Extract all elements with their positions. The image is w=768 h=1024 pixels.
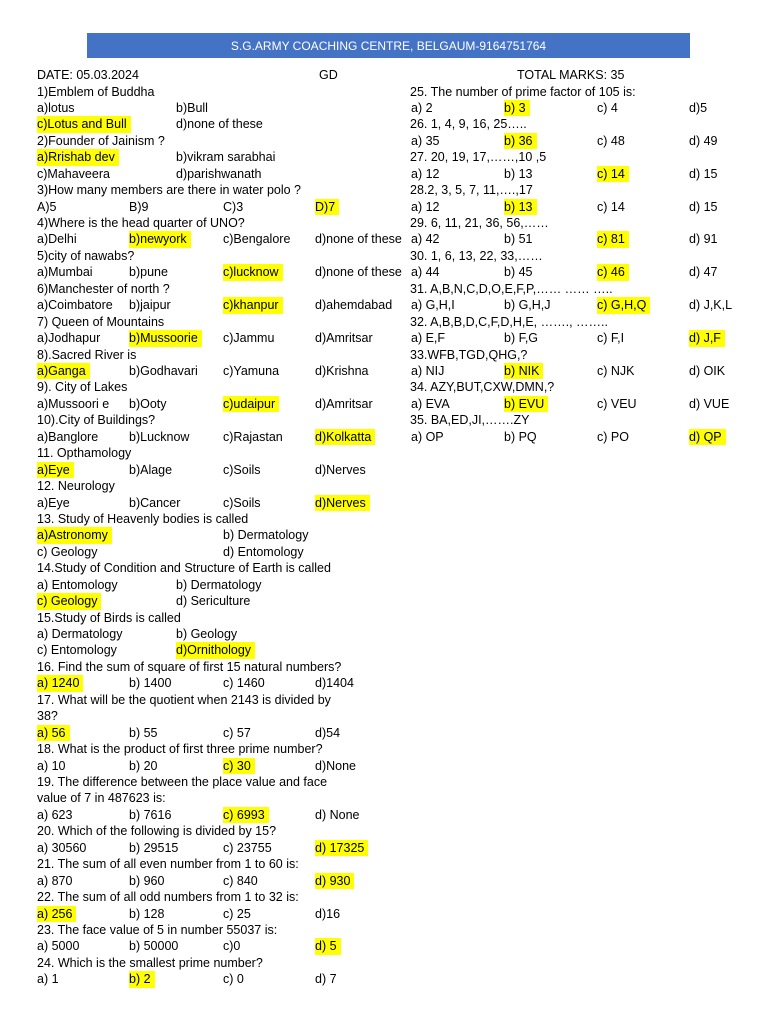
question-text: 25. The number of prime factor of 105 is:: [410, 84, 636, 99]
correct-answer-option: d)Nerves: [315, 495, 370, 511]
question-text: 38?: [37, 709, 58, 724]
options-row: [0, 396, 768, 412]
answer-option: d)Amritsar: [315, 331, 373, 346]
question-line: [0, 379, 768, 395]
options-row: [0, 642, 768, 658]
answer-option: a) Entomology: [37, 577, 118, 592]
question-line: [0, 922, 768, 938]
answer-option: a)Delhi: [37, 232, 77, 247]
options-row: [0, 906, 768, 922]
correct-answer-option: a)Eye: [37, 462, 74, 478]
question-text: 6)Manchester of north ?: [37, 281, 170, 296]
question-line: [0, 659, 768, 675]
answer-option: d)5: [689, 100, 708, 115]
total-marks: TOTAL MARKS: 35: [517, 68, 625, 82]
question-text: 22. The sum of all odd numbers from 1 to 32 is:: [37, 890, 299, 905]
answer-option: b)Bull: [176, 100, 208, 115]
answer-option: d) OIK: [689, 363, 726, 378]
question-line: [0, 478, 768, 494]
correct-answer-option: a)Astronomy: [37, 527, 112, 543]
page-title: S.G.ARMY COACHING CENTRE, BELGAUM-9164751764: [230, 38, 547, 53]
answer-option: d) Entomology: [223, 544, 304, 559]
answer-option: b)Ooty: [129, 396, 167, 411]
question-line: [0, 856, 768, 872]
options-row: [0, 330, 768, 346]
question-text: 20. Which of the following is divided by 15?: [37, 824, 277, 839]
question-text: 28.2, 3, 5, 7, 11,….,17: [410, 183, 533, 198]
answer-option: b)Godhavari: [129, 363, 198, 378]
correct-answer-option: c) 14: [597, 166, 629, 182]
correct-answer-option: d) 17325: [315, 840, 368, 856]
question-line: [0, 560, 768, 576]
answer-option: a)Jodhapur: [37, 331, 101, 346]
options-row: [0, 264, 768, 280]
answer-option: a) 42: [411, 232, 440, 247]
correct-answer-option: a)Ganga: [37, 363, 90, 379]
correct-answer-option: a) 56: [37, 725, 70, 741]
answer-option: d)none of these: [315, 265, 402, 280]
answer-option: c) 57: [223, 725, 251, 740]
question-line: [0, 708, 768, 724]
correct-answer-option: d)Ornithology: [176, 642, 255, 658]
correct-answer-option: a) 1240: [37, 675, 83, 691]
correct-answer-option: b) EVU: [504, 396, 548, 412]
correct-answer-option: b) 36: [504, 133, 537, 149]
answer-option: a) 35: [411, 133, 440, 148]
correct-answer-option: c) 46: [597, 264, 629, 280]
question-text: 32. A,B,B,D,C,F,D,H,E, ……., ……..: [410, 314, 608, 329]
question-text: 1)Emblem of Buddha: [37, 84, 155, 99]
options-row: [0, 462, 768, 478]
options-row: [0, 429, 768, 445]
answer-option: c)0: [223, 939, 241, 954]
options-row: [0, 527, 768, 543]
options-row: [0, 840, 768, 856]
answer-option: a)lotus: [37, 100, 75, 115]
answer-option: c) Geology: [37, 544, 98, 559]
question-line: [0, 692, 768, 708]
answer-option: d) 15: [689, 199, 718, 214]
question-text: 18. What is the product of first three prime number?: [37, 742, 323, 757]
options-row: [0, 577, 768, 593]
exam-subject: GD: [319, 68, 338, 82]
options-row: [0, 626, 768, 642]
answer-option: b) 29515: [129, 840, 179, 855]
answer-option: a) NIJ: [411, 363, 445, 378]
answer-option: d)Amritsar: [315, 396, 373, 411]
answer-option: a) E,F: [411, 331, 446, 346]
correct-answer-option: c)lucknow: [223, 264, 283, 280]
answer-option: a) 2: [411, 100, 433, 115]
answer-option: b) F,G: [504, 331, 539, 346]
answer-option: a)Eye: [37, 495, 70, 510]
answer-option: c)Rajastan: [223, 429, 283, 444]
question-text: 21. The sum of all even number from 1 to 60 is:: [37, 857, 299, 872]
answer-option: d)1404: [315, 676, 354, 691]
answer-option: b)Cancer: [129, 495, 181, 510]
answer-option: c) 840: [223, 873, 258, 888]
correct-answer-option: c)Lotus and Bull: [37, 116, 131, 132]
options-row: [0, 725, 768, 741]
question-line: [0, 182, 768, 198]
options-row: [0, 231, 768, 247]
answer-option: d)16: [315, 906, 341, 921]
answer-option: a) 870: [37, 873, 73, 888]
answer-option: d)None: [315, 758, 356, 773]
correct-answer-option: c) 6993: [223, 807, 269, 823]
answer-option: c) F,I: [597, 331, 625, 346]
correct-answer-option: b) NIK: [504, 363, 543, 379]
answer-option: b) PQ: [504, 429, 537, 444]
options-row: [0, 297, 768, 313]
question-line: [0, 281, 768, 297]
question-line: [0, 445, 768, 461]
question-text: 27. 20, 19, 17,……,10 ,5: [410, 150, 547, 165]
question-text: 26. 1, 4, 9, 16, 25…..: [410, 117, 527, 132]
options-row: [0, 593, 768, 609]
answer-option: B)9: [129, 199, 149, 214]
correct-answer-option: a) 256: [37, 906, 76, 922]
correct-answer-option: a)Rrishab dev: [37, 149, 119, 165]
answer-option: a)Mussoori e: [37, 396, 110, 411]
answer-option: b)jaipur: [129, 298, 171, 313]
correct-answer-option: b) 13: [504, 199, 537, 215]
question-text: 13. Study of Heavenly bodies is called: [37, 511, 249, 526]
answer-option: b) Dermatology: [176, 577, 262, 592]
answer-option: c) 25: [223, 906, 251, 921]
options-row: [0, 873, 768, 889]
answer-option: b) Geology: [176, 627, 238, 642]
question-text: 14.Study of Condition and Structure of Earth is called: [37, 561, 331, 576]
correct-answer-option: b)newyork: [129, 231, 191, 247]
question-line: [0, 774, 768, 790]
answer-option: d) None: [315, 807, 360, 822]
question-text: 11. Opthamology: [37, 446, 132, 461]
question-line: [0, 610, 768, 626]
question-line: [0, 347, 768, 363]
answer-option: c) 4: [597, 100, 618, 115]
correct-answer-option: c)khanpur: [223, 297, 283, 313]
answer-option: a) 44: [411, 265, 440, 280]
question-text: 24. Which is the smallest prime number?: [37, 955, 263, 970]
answer-option: c)Jammu: [223, 331, 275, 346]
answer-option: a) 1: [37, 972, 59, 987]
answer-option: c)Soils: [223, 462, 261, 477]
question-text: 9). City of Lakes: [37, 380, 128, 395]
question-text: 10).City of Buildings?: [37, 413, 156, 428]
question-line: [0, 149, 768, 165]
question-line: [0, 84, 768, 100]
options-row: [0, 199, 768, 215]
answer-option: c) 1460: [223, 676, 265, 691]
answer-option: b) 55: [129, 725, 158, 740]
answer-option: c)Yamuna: [223, 363, 280, 378]
correct-answer-option: c) Geology: [37, 593, 101, 609]
correct-answer-option: d) J,F: [689, 330, 725, 346]
answer-option: d)Nerves: [315, 462, 366, 477]
answer-option: a) OP: [411, 429, 444, 444]
question-text: 31. A,B,N,C,D,O,E,F,P,…… …… …..: [410, 281, 613, 296]
options-row: [0, 675, 768, 691]
question-line: [0, 314, 768, 330]
answer-option: d) VUE: [689, 396, 730, 411]
answer-option: b) 20: [129, 758, 158, 773]
correct-answer-option: b) 2: [129, 971, 155, 987]
answer-option: b) 51: [504, 232, 533, 247]
answer-option: c)Soils: [223, 495, 261, 510]
question-line: [0, 412, 768, 428]
answer-option: b)pune: [129, 265, 168, 280]
options-row: [0, 758, 768, 774]
answer-option: a) Dermatology: [37, 627, 123, 642]
header-row: [0, 67, 768, 83]
question-text: 19. The difference between the place value and face: [37, 774, 328, 789]
answer-option: a) G,H,I: [411, 298, 455, 313]
answer-option: c) VEU: [597, 396, 637, 411]
question-line: [0, 741, 768, 757]
correct-answer-option: d) 930: [315, 873, 354, 889]
options-row: [0, 495, 768, 511]
question-line: [0, 823, 768, 839]
answer-option: c) PO: [597, 429, 629, 444]
correct-answer-option: c) 81: [597, 231, 629, 247]
correct-answer-option: d) QP: [689, 429, 726, 445]
title-banner: [87, 33, 690, 58]
question-text: 17. What will be the quotient when 2143 is divided by: [37, 692, 331, 707]
answer-option: b) G,H,J: [504, 298, 551, 313]
answer-option: d) 49: [689, 133, 718, 148]
answer-option: a) 5000: [37, 939, 80, 954]
answer-option: b) 50000: [129, 939, 179, 954]
exam-date: DATE: 05.03.2024: [37, 68, 139, 82]
question-text: 8).Sacred River is: [37, 347, 137, 362]
question-text: value of 7 in 487623 is:: [37, 791, 166, 806]
question-line: [0, 790, 768, 806]
correct-answer-option: c)udaipur: [223, 396, 279, 412]
answer-option: c) 23755: [223, 840, 272, 855]
question-text: 4)Where is the head quarter of UNO?: [37, 216, 245, 231]
question-text: 23. The face value of 5 in number 55037 is:: [37, 922, 278, 937]
options-row: [0, 938, 768, 954]
question-text: 34. AZY,BUT,CXW,DMN,?: [410, 380, 555, 395]
question-line: [0, 215, 768, 231]
answer-option: b)Alage: [129, 462, 173, 477]
answer-option: c) 0: [223, 972, 244, 987]
answer-option: d)parishwanath: [176, 166, 262, 181]
answer-option: d)Krishna: [315, 363, 369, 378]
correct-answer-option: d)Kolkatta: [315, 429, 375, 445]
answer-option: c) 14: [597, 199, 625, 214]
options-row: [0, 133, 768, 149]
answer-option: d) 47: [689, 265, 718, 280]
answer-option: a)Coimbatore: [37, 298, 113, 313]
answer-option: a) 10: [37, 758, 66, 773]
answer-option: d)none of these: [176, 117, 263, 132]
answer-option: a)Banglore: [37, 429, 99, 444]
answer-option: b)Lucknow: [129, 429, 190, 444]
question-line: [0, 116, 768, 132]
options-row: [0, 100, 768, 116]
question-text: 33.WFB,TGD,QHG,?: [410, 347, 528, 362]
question-text: 15.Study of Birds is called: [37, 610, 181, 625]
answer-option: a) 30560: [37, 840, 87, 855]
question-text: 7) Queen of Mountains: [37, 314, 165, 329]
question-line: [0, 889, 768, 905]
question-text: 5)city of nawabs?: [37, 248, 135, 263]
question-text: 29. 6, 11, 21, 36, 56,……: [410, 216, 549, 231]
answer-option: c)Mahaveera: [37, 166, 110, 181]
question-text: 30. 1, 6, 13, 22, 33,……: [410, 248, 543, 263]
answer-option: b) Dermatology: [223, 528, 309, 543]
answer-option: d)ahemdabad: [315, 298, 393, 313]
answer-option: a)Mumbai: [37, 265, 93, 280]
question-line: [0, 955, 768, 971]
answer-option: d) 15: [689, 166, 718, 181]
answer-option: d) 91: [689, 232, 718, 247]
answer-option: b) 7616: [129, 807, 172, 822]
correct-answer-option: d) 5: [315, 938, 341, 954]
correct-answer-option: b)Mussoorie: [129, 330, 202, 346]
correct-answer-option: c) 30: [223, 758, 255, 774]
correct-answer-option: D)7: [315, 199, 339, 215]
answer-option: a) 12: [411, 166, 440, 181]
answer-option: c) Entomology: [37, 643, 117, 658]
question-line: [0, 511, 768, 527]
options-row: [0, 166, 768, 182]
answer-option: c)Bengalore: [223, 232, 291, 247]
correct-answer-option: c) G,H,Q: [597, 297, 650, 313]
question-text: 35. BA,ED,JI,…….ZY: [410, 413, 530, 428]
answer-option: c) NJK: [597, 363, 635, 378]
answer-option: d)54: [315, 725, 341, 740]
answer-option: A)5: [37, 199, 57, 214]
answer-option: b) 13: [504, 166, 533, 181]
answer-option: b) 960: [129, 873, 165, 888]
question-text: 3)How many members are there in water polo ?: [37, 183, 302, 198]
answer-option: C)3: [223, 199, 244, 214]
question-text: 2)Founder of Jainism ?: [37, 133, 165, 148]
correct-answer-option: b) 3: [504, 100, 530, 116]
answer-option: a) 623: [37, 807, 73, 822]
options-row: [0, 971, 768, 987]
question-text: 16. Find the sum of square of first 15 natural numbers?: [37, 659, 342, 674]
options-row: [0, 363, 768, 379]
options-row: [0, 807, 768, 823]
answer-option: c) 48: [597, 133, 625, 148]
answer-option: d) J,K,L: [689, 298, 733, 313]
answer-option: b) 45: [504, 265, 533, 280]
answer-option: d)none of these: [315, 232, 402, 247]
question-text: 12. Neurology: [37, 479, 115, 494]
answer-option: b) 1400: [129, 676, 172, 691]
options-row: [0, 544, 768, 560]
answer-option: a) EVA: [411, 396, 450, 411]
answer-option: a) 12: [411, 199, 440, 214]
answer-option: d) 7: [315, 972, 337, 987]
answer-option: b) 128: [129, 906, 165, 921]
answer-option: b)vikram sarabhai: [176, 150, 276, 165]
question-line: [0, 248, 768, 264]
answer-option: d) Sericulture: [176, 594, 251, 609]
